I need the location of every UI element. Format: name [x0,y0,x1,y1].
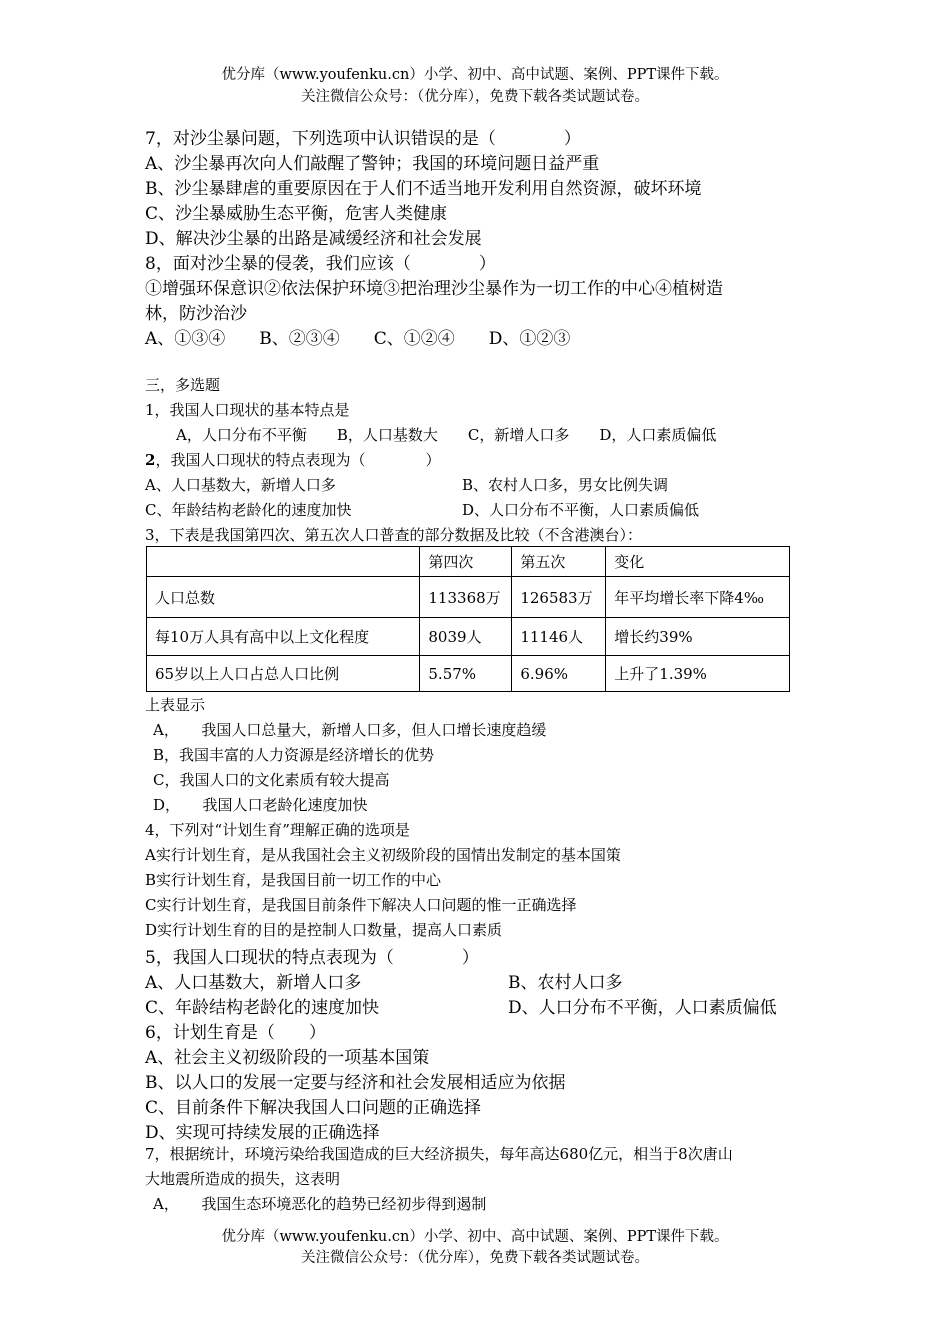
mq2-stem-text: ，我国人口现状的特点表现为（ ） [155,451,441,469]
mq6-option-d: D、实现可持续发展的正确选择 [145,1123,380,1143]
q8-items-line-1: ①增强环保意识②依法保护环境③把治理沙尘暴作为一切工作的中心④植树造 [145,279,723,299]
mq6-stem: 6，计划生育是（ ） [145,1023,326,1043]
mq5-option-a: A、人口基数大，新增人口多 [145,973,362,993]
mq3-option-c: C，我国人口的文化素质有较大提高 [153,771,390,789]
footer-line-1: 优分库（www.youfenku.cn）小学、初中、高中试题、案例、PPT课件下载。 [221,1229,729,1245]
q8-items-line-2: 林，防沙治沙 [145,304,247,324]
mq2-option-b: B、农村人口多，男女比例失调 [462,476,669,494]
mq2-option-a: A、人口基数大，新增人口多 [145,476,336,494]
q8-stem: 8，面对沙尘暴的侵袭，我们应该（ ） [145,254,496,274]
mq6-option-c: C、目前条件下解决我国人口问题的正确选择 [145,1098,482,1118]
mq3-option-d: D， 我国人口老龄化速度加快 [153,796,368,814]
mq2-option-d: D、人口分布不平衡，人口素质偏低 [462,501,700,519]
table-cell: 126583万 [512,577,606,618]
mq5-option-d: D、人口分布不平衡，人口素质偏低 [508,998,777,1018]
table-header-cell: 第五次 [512,547,606,577]
q7-option-a: A、沙尘暴再次向人们敲醒了警钟；我国的环境问题日益严重 [145,154,600,174]
mq2-stem [145,449,440,470]
mq3-option-b: B，我国丰富的人力资源是经济增长的优势 [153,746,435,764]
mq6-option-a: A、社会主义初级阶段的一项基本国策 [145,1048,430,1068]
table-cell: 上升了1.39% [606,656,790,692]
table-cell: 65岁以上人口占总人口比例 [147,656,420,692]
mq2-option-c: C、年龄结构老龄化的速度加快 [145,501,352,519]
header-line-2: 关注微信公众号：（优分库），免费下载各类试题试卷。 [301,89,649,105]
table-cell: 6.96% [512,656,606,692]
census-table [146,546,790,692]
mq2-number: 2 [145,451,156,469]
mq4-option-c: C实行计划生育，是我国目前条件下解决人口问题的惟一正确选择 [145,896,577,914]
header-line-1: 优分库（www.youfenku.cn）小学、初中、高中试题、案例、PPT课件下载。 [221,67,729,83]
q7-option-b: B、沙尘暴肆虐的重要原因在于人们不适当地开发利用自然资源，破坏环境 [145,179,702,199]
mq5-option-c: C、年龄结构老龄化的速度加快 [145,998,380,1018]
q7-stem: 7，对沙尘暴问题，下列选项中认识错误的是（ ） [145,129,581,149]
table-cell: 113368万 [420,577,512,618]
table-row [147,618,790,656]
mq5-option-b: B、农村人口多 [508,973,623,993]
table-header-cell: 第四次 [420,547,512,577]
table-cell: 年平均增长率下降4‰ [606,577,790,618]
q7-option-d: D、解决沙尘暴的出路是减缓经济和社会发展 [145,229,482,249]
mq1-stem: 1，我国人口现状的基本特点是 [145,401,350,419]
table-row [147,577,790,618]
mq7-stem-line-1: 7，根据统计，环境污染给我国造成的巨大经济损失，每年高达680亿元，相当于8次唐山 [145,1145,733,1163]
section-title: 三，多选题 [145,376,221,394]
footer-line-2: 关注微信公众号：（优分库），免费下载各类试题试卷。 [301,1250,649,1266]
mq3-table-shows: 上表显示 [145,696,206,714]
table-header-row [147,547,790,577]
mq7-option-a: A， 我国生态环境恶化的趋势已经初步得到遏制 [153,1195,487,1213]
q7-option-c: C、沙尘暴威胁生态平衡，危害人类健康 [145,204,448,224]
mq4-stem: 4，下列对“计划生育”理解正确的选项是 [145,821,410,839]
table-cell: 5.57% [420,656,512,692]
mq7-stem-line-2: 大地震所造成的损失，这表明 [145,1170,341,1188]
table-cell: 人口总数 [147,577,420,618]
table-cell: 8039人 [420,618,512,656]
q8-options: A、①③④ B、②③④ C、①②④ D、①②③ [145,329,571,349]
table-cell: 11146人 [512,618,606,656]
mq6-option-b: B、以人口的发展一定要与经济和社会发展相适应为依据 [145,1073,566,1093]
table-cell: 增长约39% [606,618,790,656]
table-header-cell [147,547,420,577]
table-row [147,656,790,692]
mq3-option-a: A， 我国人口总量大，新增人口多，但人口增长速度趋缓 [153,721,547,739]
mq4-option-d: D实行计划生育的目的是控制人口数量，提高人口素质 [145,921,503,939]
mq4-option-a: A实行计划生育，是从我国社会主义初级阶段的国情出发制定的基本国策 [145,846,621,864]
table-header-cell: 变化 [606,547,790,577]
mq3-stem: 3，下表是我国第四次、第五次人口普查的部分数据及比较（不含港澳台）： [145,526,643,544]
mq1-options: A，人口分布不平衡 B，人口基数大 C，新增人口多 D，人口素质偏低 [176,426,717,444]
mq4-option-b: B实行计划生育，是我国目前一切工作的中心 [145,871,442,889]
table-cell: 每10万人具有高中以上文化程度 [147,618,420,656]
mq5-stem: 5，我国人口现状的特点表现为（ ） [145,948,479,968]
